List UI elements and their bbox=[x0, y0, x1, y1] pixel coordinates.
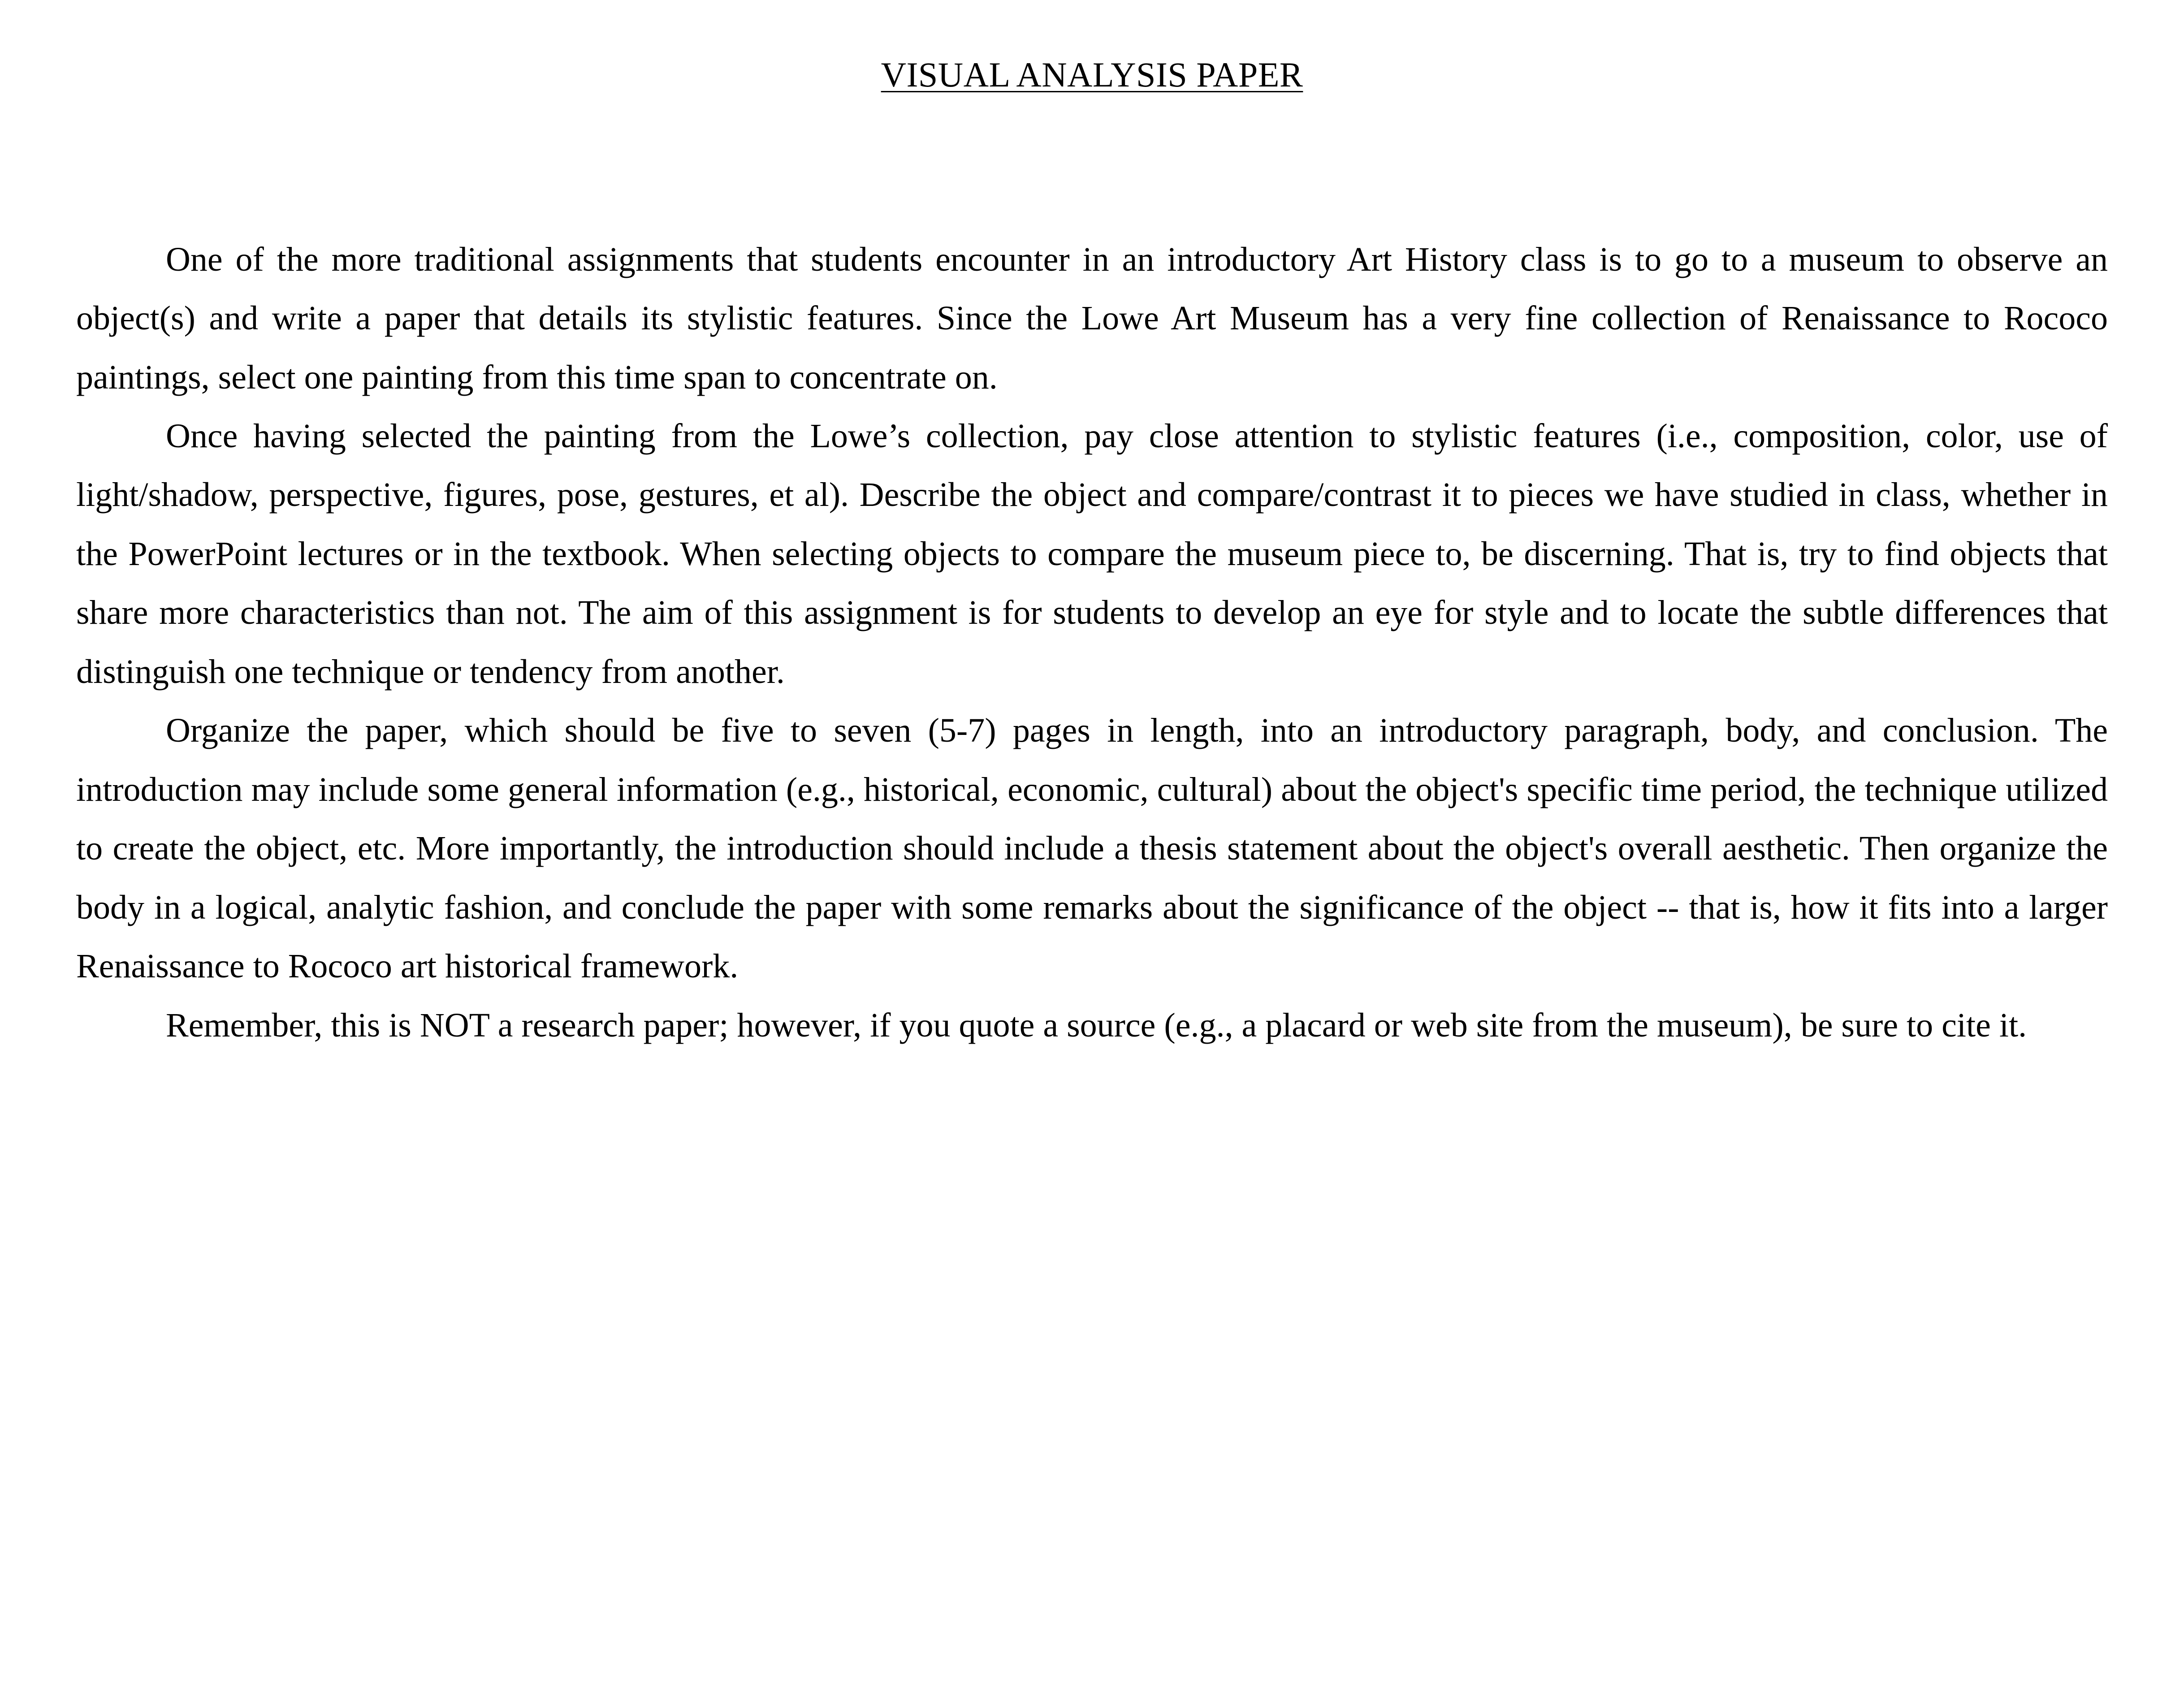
paragraph-3: Organize the paper, which should be five to seven (5-7) pages in length, into an introductory paragraph, body, and conclusion. The introduction may include some general information (e.g., historical, economic, cultural) about the object's specific time period, the technique utilized to create the object, etc. More importantly, the introduction should include a thesis statement about the object's overall aesthetic. Then organize the body in a logical, analytic fashion, and conclude the paper with some remarks about the significance of the object -- that is, how it fits into a larger Renaissance to Rococo art historical framework. bbox=[76, 712, 2108, 985]
page-title-text: VISUAL ANALYSIS PAPER bbox=[881, 55, 1303, 94]
paragraph-2: Once having selected the painting from the Lowe’s collection, pay close attention to stylistic features (i.e., composition, color, use of light/shadow, perspective, figures, pose, gestures, et al). Describe the object and compare/contrast it to pieces we have studied in class, whether in the PowerPoint lectures or in the textbook. When selecting objects to compare the museum piece to, be discerning. That is, try to find objects that share more characteristics than not. The aim of this assignment is for students to develop an eye for style and to locate the subtle differences that distinguish one technique or tendency from another. bbox=[76, 417, 2108, 691]
page-title bbox=[76, 54, 2108, 96]
document-body bbox=[76, 230, 2108, 1055]
paragraph-1: One of the more traditional assignments that students encounter in an introductory Art History class is to go to a museum to observe an object(s) and write a paper that details its stylistic features. Since the Lowe Art Museum has a very fine collection of Renaissance to Rococo paintings, select one painting from this time span to concentrate on. bbox=[76, 240, 2108, 396]
paragraph-4: Remember, this is NOT a research paper; however, if you quote a source (e.g., a placard or web site from the museum), be sure to cite it. bbox=[166, 1006, 2027, 1044]
